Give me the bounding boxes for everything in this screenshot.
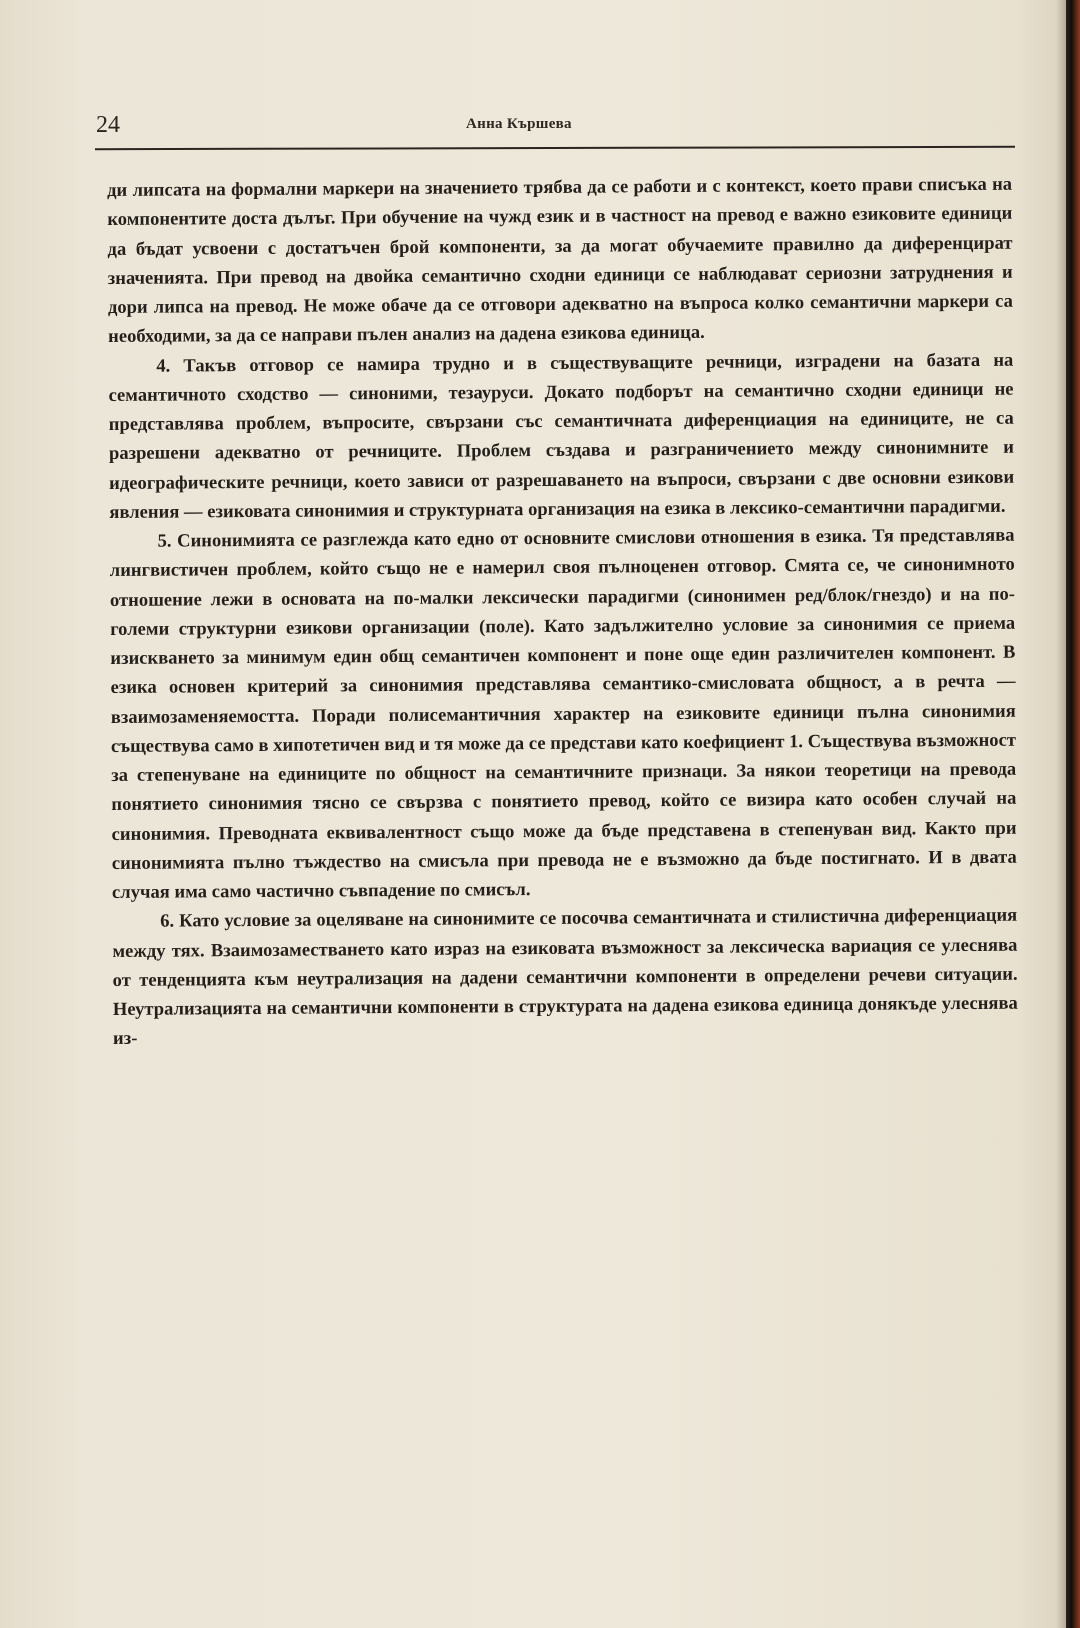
- running-head-author: Анна Кършева: [466, 116, 572, 132]
- paragraph-4: 4. Такъв отговор се намира трудно и в съществуващите речници, изградени на базата на семантичното сходство — синоними, тезауруси. Докато подборът на семантично сходни единици не представлява проблем, въпросите, свързани със семантичната диференциация на единиците, не са разрешени адекватно от речниците. Проблем създава и разграничението между синонимните и идеографическите речници, което зависи от разрешаването на въпроси, свързани с две основни езикови явления — езиковата синонимия и структурната организация на езика в лексико-семантични парадигми.: [108, 349, 1015, 523]
- gutter-shadow: [1056, 0, 1066, 1628]
- header-rule: [95, 146, 1015, 150]
- page-number: 24: [96, 112, 120, 138]
- page-header: [96, 112, 1012, 144]
- paragraph-6: 6. Като условие за оцеляване на синонимите се посочва семантичната и стилистична диференциация между тях. Взаимозаместването като израз на езиковата възможност за лексическа вариация се улеснява от тенденцията към неутрализация на дадени семантични компоненти в определени речеви ситуации. Неутрализацията на семантични компоненти в структурата на дадена езикова единица донякъде улеснява из-: [112, 904, 1018, 1050]
- paragraph-continued: ди липсата на формални маркери на значението трябва да се работи и с контекст, което прави списъка на компонентите доста дълъг. При обучение на чужд език и в частност на превод е важно езиковите единици да бъдат усвоени с достатъчен брой компоненти, за да могат обучаемите правилно да диференцират значенията. При превод на двойка семантично сходни единици се наблюдават сериозни затруднения и дори липса на превод. Не може обаче да се отговори адекватно на въпроса колко семантични маркери са необходими, за да се направи пълен анализ на дадена езикова единица.: [107, 173, 1013, 348]
- paragraph-5: 5. Синонимията се разглежда като едно от основните смислови отношения в езика. Тя представлява лингвистичен проблем, който също не е намерил своя пълноценен отговор. Смята се, че синонимното отношение лежи в основата на по-малки лексически парадигми (синонимен ред/блок/гнездо) и на по-големи структурни езикови организации (поле). Като задължително условие за синонимия се приема изискването за минимум един общ семантичен компонент и поне още един различителен компонент. В езика основен критерий за синонимия представлява семантико-смисловата общност, а в речта — взаимозаменяемостта. Поради полисемантичния характер на езиковите единици пълна синонимия съществува само в хипотетичен вид и тя може да се представи като коефициент 1. Съществува възможност за степенуване на единиците по общност на семантичните признаци. За някои теоретици на превода понятието синонимия тясно се свързва с понятието превод, който се визира като особен случай на синонимия. Преводната еквивалентност също може да бъде представена в степенуван вид. Както при синонимията пълно тъждество на смисъла при превода не е възможно да бъде постигнато. И в двата случая има само частично съвпадение по смисъл.: [109, 524, 1017, 903]
- body-text: [107, 170, 1018, 1054]
- book-spine-edge: [1066, 0, 1080, 1628]
